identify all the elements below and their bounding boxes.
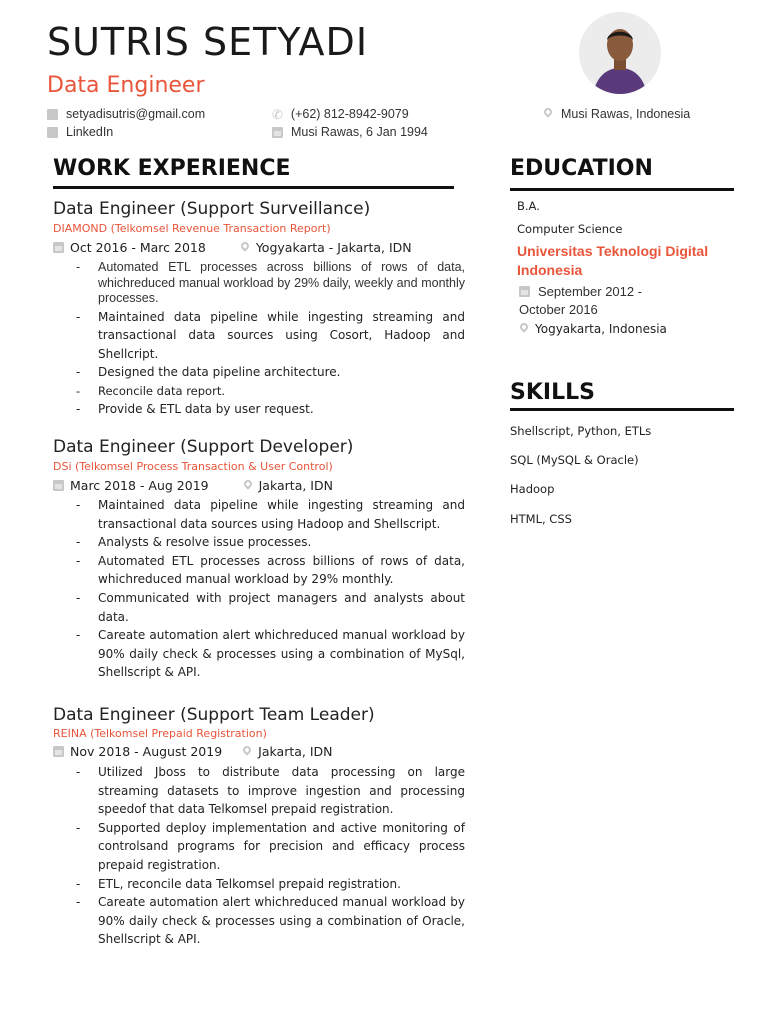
phone-icon: ✆ [272, 106, 283, 122]
job-meta [53, 478, 333, 493]
phone-text: (+62) 812-8942-9079 [290, 107, 409, 121]
list-item: - Utilized Jboss to distribute data processing on large streaming datasets to improve ingestion and processing speedof that data Telkomsel prepaid registration. [73, 763, 465, 819]
list-item: - Reconcile data report. [73, 382, 465, 401]
list-item: - Designed the data pipeline architecture. [73, 363, 465, 382]
skill-item: Hadoop [510, 482, 555, 496]
job-bullets [73, 260, 465, 419]
job-place: Yogyakarta - Jakarta, IDN [255, 240, 412, 255]
education-dates [519, 284, 642, 299]
job-place: Jakarta, IDN [258, 744, 333, 759]
education-place-text: Yogyakarta, Indonesia [535, 322, 667, 336]
linkedin-icon [47, 127, 58, 138]
candidate-name: SUTRIS SETYADI [47, 20, 369, 64]
degree: B.A. [517, 199, 540, 213]
work-experience-divider [53, 186, 454, 189]
job-dates: Oct 2016 - Marc 2018 [70, 240, 206, 255]
candidate-role: Data Engineer [47, 73, 205, 98]
job-place: Jakarta, IDN [258, 478, 333, 493]
list-item: - Maintained data pipeline while ingesting streaming and transactional data sources using Cosort, Hadoop and Shellcript. [73, 308, 465, 364]
calendar-icon [53, 480, 64, 491]
linkedin-link[interactable]: LinkedIn [66, 125, 114, 139]
education-place [519, 322, 667, 336]
location-pin-icon [519, 323, 529, 335]
job-dates: Marc 2018 - Aug 2019 [70, 478, 209, 493]
birth-text: Musi Rawas, 6 Jan 1994 [291, 125, 428, 139]
job-dates: Nov 2018 - August 2019 [70, 744, 223, 759]
location-pin-icon [243, 480, 253, 492]
education-heading: EDUCATION [510, 156, 653, 181]
calendar-icon [272, 127, 283, 138]
list-item: - Automated ETL processes across billions of rows of data, whichreduced manual workload by 29% daily, weekly and monthly processes. [73, 260, 465, 307]
calendar-icon [53, 746, 64, 757]
calendar-icon [519, 286, 530, 297]
job-bullets [73, 763, 465, 949]
list-item: - Careate automation alert whichreduced manual workload by 90% daily check & processes using a combination of MySql, Shellscript & API. [73, 626, 465, 682]
list-item: - Supported deploy implementation and active monitoring of controlsand programs for precision and efficacy process prepaid registration. [73, 819, 465, 875]
location-contact [543, 107, 690, 121]
university-name: Universitas Teknologi Digital Indonesia [517, 243, 709, 278]
location-text: Musi Rawas, Indonesia [561, 107, 691, 121]
location-pin-icon [240, 242, 250, 254]
job-meta [53, 240, 412, 255]
work-experience-heading: WORK EXPERIENCE [53, 156, 291, 181]
list-item: - Automated ETL processes across billions of rows of data, whichreduced manual workload by 29% monthly. [73, 552, 465, 589]
email-contact [47, 107, 205, 121]
job-bullets [73, 496, 465, 682]
birth-info [272, 125, 428, 139]
list-item: - Careate automation alert whichreduced manual workload by 90% daily check & processes using a combination of Oracle, Shellscript & API. [73, 893, 465, 949]
job-title: Data Engineer (Support Developer) [53, 437, 354, 457]
skill-item: HTML, CSS [510, 512, 572, 526]
list-item: - Provide & ETL data by user request. [73, 400, 465, 419]
list-item: - Analysts & resolve issue processes. [73, 533, 465, 552]
skills-divider [510, 408, 734, 411]
location-pin-icon [543, 108, 553, 120]
email-text[interactable]: setyadisutris@gmail.com [66, 107, 206, 121]
avatar [579, 12, 661, 94]
major: Computer Science [517, 222, 623, 236]
job-title: Data Engineer (Support Surveillance) [53, 199, 371, 219]
job-company: DSi (Telkomsel Process Transaction & User Control) [53, 460, 333, 473]
list-item: - ETL, reconcile data Telkomsel prepaid registration. [73, 875, 465, 894]
job-company: REINA (Telkomsel Prepaid Registration) [53, 727, 267, 740]
job-company: DIAMOND (Telkomsel Revenue Transaction Report) [53, 222, 331, 235]
location-pin-icon [242, 746, 252, 758]
job-meta [53, 744, 333, 759]
job-title: Data Engineer (Support Team Leader) [53, 705, 375, 725]
skill-item: Shellscript, Python, ETLs [510, 424, 652, 438]
education-dates-end: October 2016 [519, 302, 598, 317]
calendar-icon [53, 242, 64, 253]
skill-item: SQL (MySQL & Oracle) [510, 453, 639, 467]
education-divider [510, 188, 734, 191]
phone-contact [272, 107, 409, 121]
skills-heading: SKILLS [510, 380, 595, 405]
mail-icon [47, 109, 58, 120]
education-dates-start: September 2012 - [538, 284, 643, 299]
list-item: - Maintained data pipeline while ingesting streaming and transactional data sources using Hadoop and Shellscript. [73, 496, 465, 533]
list-item: - Communicated with project managers and analysts about data. [73, 589, 465, 626]
linkedin-contact [47, 125, 113, 139]
